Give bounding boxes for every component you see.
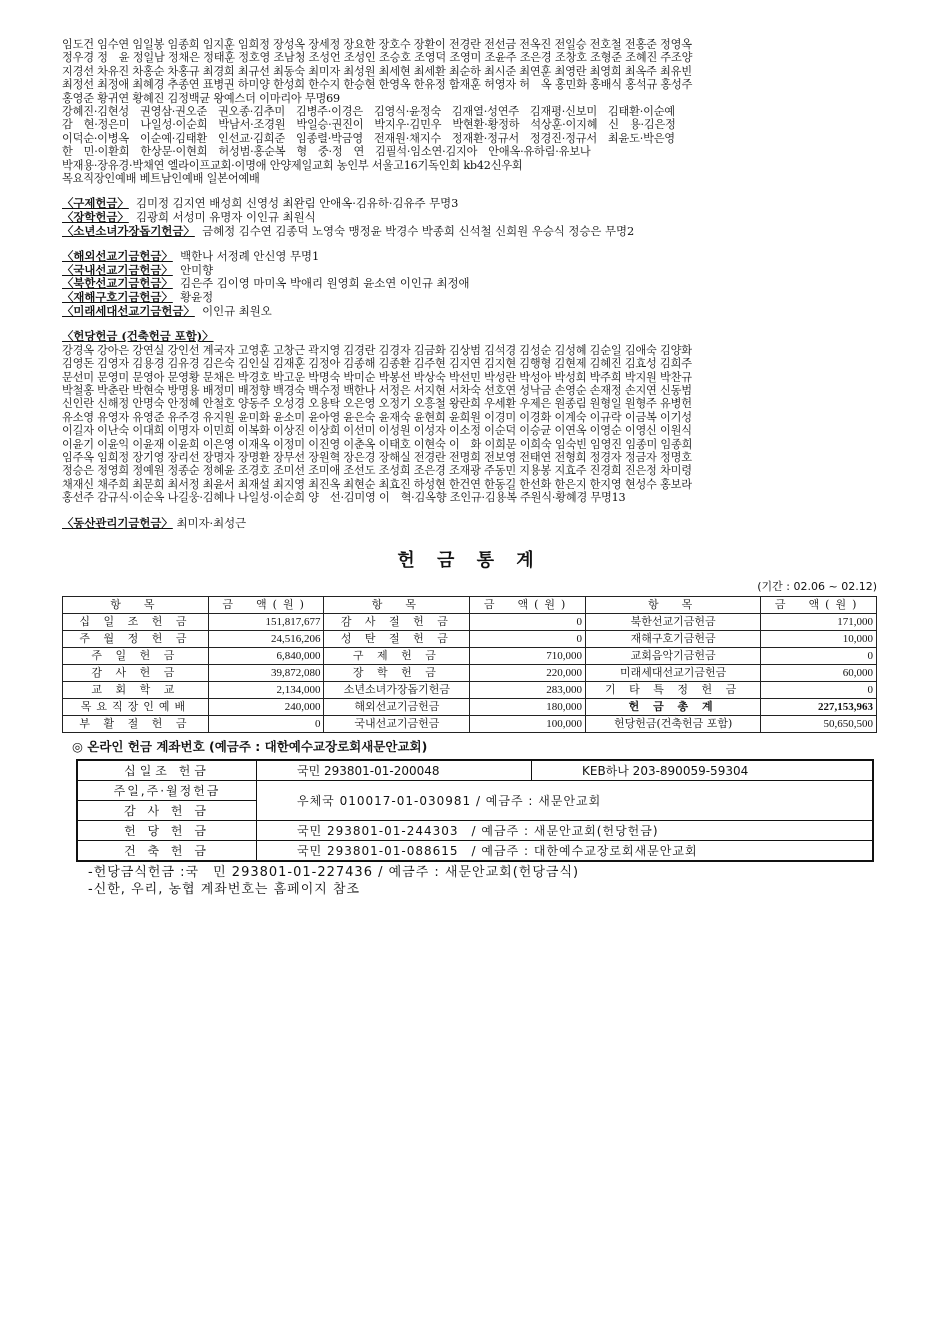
building-names-line: 이길자 이난숙 이대희 이명자 이민희 이복화 이상진 이상희 이선미 이성원 이성자 이소정 이순덕 이승균 이연옥 이영순 이영신 이원식 bbox=[62, 424, 692, 438]
stats-item-amount: 0 bbox=[208, 716, 324, 733]
stats-row bbox=[63, 631, 877, 648]
stats-item-amount: 100,000 bbox=[470, 716, 586, 733]
stats-row bbox=[63, 648, 877, 665]
online-account-title: ◎ 온라인 헌금 계좌번호 (예금주 : 대한예수교장로회새문안교회) bbox=[72, 739, 428, 755]
stats-item-label: 재해구호기금헌금 bbox=[585, 631, 760, 648]
offering-names: 금혜정 김수연 김종덕 노영숙 맹정윤 박경수 박종희 신석철 신희원 우승식 정승은 무명2 bbox=[202, 223, 635, 238]
stats-item-amount: 60,000 bbox=[761, 665, 877, 682]
stats-title: 헌 금 통 계 bbox=[397, 550, 542, 572]
offering-names: 황윤정 bbox=[180, 290, 214, 305]
stats-item-label: 헌당헌금(건축헌금 포함) bbox=[585, 716, 760, 733]
offering-title: 〈북한선교기금헌금〉 bbox=[62, 276, 173, 291]
account-number: 국민 293801-01-200048 bbox=[257, 760, 532, 781]
building-names bbox=[62, 344, 877, 505]
offering-title: 〈장학헌금〉 bbox=[62, 210, 129, 225]
note-line: -헌당금식헌금 :국 민 293801-01-227436 / 예금주 : 새문안교회(헌당금식) bbox=[88, 865, 580, 881]
stats-item-label: 헌 금 총 계 bbox=[585, 699, 760, 716]
account-label: 헌 당 헌 금 bbox=[77, 821, 257, 841]
stats-row bbox=[63, 699, 877, 716]
stats-item-amount: 0 bbox=[761, 648, 877, 665]
stats-item-amount: 2,134,000 bbox=[208, 682, 324, 699]
offering-title: 〈소년소녀가장돕기헌금〉 bbox=[62, 223, 195, 238]
building-names-line: 홍선주 감규식·이순옥 나길웅·김혜나 나일성·이순희 양 선·김미영 이 혁·김옥향 조인규·김용복 주원식·황혜경 무명13 bbox=[62, 491, 626, 505]
offering-line bbox=[62, 277, 877, 291]
stats-item-label: 교 회 학 교 bbox=[63, 682, 209, 699]
stats-item-label: 장 학 헌 금 bbox=[324, 665, 470, 682]
designated-offerings bbox=[62, 197, 877, 238]
stats-row bbox=[63, 682, 877, 699]
header-amount: 금 액(원) bbox=[761, 597, 877, 614]
offering-title: 〈미래세대선교기금헌금〉 bbox=[62, 303, 195, 318]
donor-names-line: 지경선 차유진 차홍순 차홍규 최경희 최규선 최동숙 최미자 최성원 최세현 최세환 최순하 최시준 최연훈 최영란 최영희 최옥주 최유빈 bbox=[62, 64, 692, 78]
offering-title: 〈국내선교기금헌금〉 bbox=[62, 262, 173, 277]
account-label: 건 축 헌 금 bbox=[77, 841, 257, 862]
stats-item-amount: 220,000 bbox=[470, 665, 586, 682]
account-row bbox=[77, 841, 873, 862]
stats-item-label: 감 사 절 헌 금 bbox=[324, 614, 470, 631]
account-label: 주일,주·월정헌금 bbox=[77, 781, 257, 801]
donor-names-line: 최정선 최정애 최혜경 추종연 표병권 하미양 한성희 한수지 한승현 한영옥 한유정 함재훈 허영자 허 옥 홍민화 홍배식 홍석규 홍성주 bbox=[62, 78, 693, 92]
stats-item-amount: 39,872,080 bbox=[208, 665, 324, 682]
building-names-line: 채재신 채주희 최문희 최서정 최윤서 최재설 최지영 최진옥 최현순 최효진 하성현 한건연 한동길 한선화 한은지 한지영 현성수 홍보라 bbox=[62, 477, 692, 491]
header-item: 항 목 bbox=[63, 597, 209, 614]
building-names-line: 임주옥 임희정 장기영 장리선 장명자 장명환 장무선 장원혁 장은경 장해실 전경란 전명희 전보영 전태연 전형희 정경자 정금자 정명호 bbox=[62, 451, 692, 465]
stats-item-label: 교회음악기금헌금 bbox=[585, 648, 760, 665]
building-names-line: 신인란 신해정 안명숙 안정혜 안철호 양동주 오성경 오용탁 오은영 오정기 오흥철 왕란희 우세환 우제은 원종림 원형일 원형주 유병헌 bbox=[62, 397, 692, 411]
stats-item-label: 목요직장인예배 bbox=[63, 699, 209, 716]
building-names-line: 유소영 유영자 유영준 유주경 유지원 윤미화 윤소미 윤아영 윤은숙 윤재숙 윤현희 윤희원 이경미 이경화 이계숙 이규락 이금복 이기성 bbox=[62, 410, 692, 424]
maintenance-title: 〈동산관리기금헌금〉 bbox=[62, 515, 173, 530]
offering-line bbox=[62, 225, 877, 239]
stats-item-label: 기 타 특 정 헌 금 bbox=[585, 682, 760, 699]
account-row bbox=[77, 760, 873, 781]
building-offering bbox=[62, 330, 877, 504]
stats-item-label: 주 월 정 헌 금 bbox=[63, 631, 209, 648]
maintenance-offering bbox=[62, 517, 877, 531]
building-names-line: 정승은 정영희 정예원 정종순 정혜윤 조경호 조미선 조미애 조선도 조성희 조은경 조재광 주동민 지용봉 지효주 진경희 진은정 차미령 bbox=[62, 464, 692, 478]
stats-item-label: 소년소녀가장돕기헌금 bbox=[324, 682, 470, 699]
stats-item-label: 해외선교기금헌금 bbox=[324, 699, 470, 716]
stats-period: (기간 : 02.06 ~ 02.12) bbox=[757, 580, 877, 594]
offering-names: 김미정 김지연 배성희 신영성 최완림 안애옥·김유하·김유주 무명3 bbox=[136, 196, 459, 211]
stats-row bbox=[63, 614, 877, 631]
donor-names-line: 홍영준 황귀연 황혜진 김정백균 왕예스더 이마리아 무명69 bbox=[62, 91, 340, 105]
header-item: 항 목 bbox=[585, 597, 760, 614]
header-amount: 금 액(원) bbox=[208, 597, 324, 614]
account-label: 십일조 헌금 bbox=[77, 760, 257, 781]
maintenance-names: 최미자·최성근 bbox=[176, 515, 247, 530]
donor-names-line: 정우경 정 윤 정일남 정채은 정태훈 정호영 조남청 조성언 조성인 조승호 조영덕 조영미 조윤주 조은경 조창호 조형준 조혜진 주조양 bbox=[62, 51, 693, 65]
offering-line bbox=[62, 197, 877, 211]
offering-line bbox=[62, 305, 877, 319]
account-label: 감 사 헌 금 bbox=[77, 801, 257, 821]
header-item: 항 목 bbox=[324, 597, 470, 614]
donor-names-line: 목요직장인예배 베트남인예배 일본어예배 bbox=[62, 172, 260, 186]
names-block bbox=[62, 38, 877, 185]
stats-item-amount: 171,000 bbox=[761, 614, 877, 631]
stats-item-amount: 151,817,677 bbox=[208, 614, 324, 631]
building-names-line: 문선미 문영미 문영아 문영황 문채은 박경호 박고운 박명숙 박미순 박봉선 박상숙 박선민 박성란 박성아 박성희 박주희 박지원 박찬규 bbox=[62, 370, 692, 384]
bulletin-page bbox=[62, 38, 877, 898]
account-notes bbox=[88, 864, 877, 898]
stats-item-amount: 10,000 bbox=[761, 631, 877, 648]
header-amount: 금 액(원) bbox=[470, 597, 586, 614]
stats-item-amount: 0 bbox=[761, 682, 877, 699]
offering-line bbox=[62, 211, 877, 225]
account-number: 우체국 010017-01-030981 / 예금주 : 새문안교회 bbox=[257, 781, 874, 821]
stats-item-label: 국내선교기금헌금 bbox=[324, 716, 470, 733]
offering-names: 이인규 최원오 bbox=[202, 303, 272, 318]
account-table bbox=[76, 759, 874, 862]
stats-item-amount: 283,000 bbox=[470, 682, 586, 699]
account-number: 국민 293801-01-088615 / 예금주 : 대한예수교장로회새문안교회 bbox=[257, 841, 874, 862]
stats-item-label: 감 사 헌 금 bbox=[63, 665, 209, 682]
offering-line bbox=[62, 291, 877, 305]
offering-names: 김은주 김이영 마미옥 박애리 원영희 윤소연 이인규 최정애 bbox=[180, 276, 470, 291]
donor-names-line: 임도건 임수연 임일봉 임종희 임지훈 임희정 장성옥 장세정 장요한 장호수 장환이 전경란 전선금 전옥진 전일승 전호철 전홍준 정영옥 bbox=[62, 38, 692, 51]
stats-item-amount: 50,650,500 bbox=[761, 716, 877, 733]
stats-row bbox=[63, 665, 877, 682]
donor-names-line: 박재용·장유경·박채연 엘라이프교회·이명애 안양제일교회 농인부 서울고16기독인회 kb42신우회 bbox=[62, 158, 523, 172]
stats-item-amount: 227,153,963 bbox=[761, 699, 877, 716]
building-names-line: 김영돈 김영자 김용경 김유경 김은숙 김인실 김재훈 김정아 김종해 김종환 김주현 김지연 김지현 김행형 김현제 김혜진 김효성 김희주 bbox=[62, 357, 692, 371]
offering-stats-table bbox=[62, 596, 877, 733]
account-number: KEB하나 203-890059-59304 bbox=[532, 760, 874, 781]
offering-names: 백한나 서정례 안신영 무명1 bbox=[180, 249, 320, 264]
stats-header-row bbox=[63, 597, 877, 614]
account-row bbox=[77, 821, 873, 841]
stats-item-label: 북한선교기금헌금 bbox=[585, 614, 760, 631]
offering-title: 〈해외선교기금헌금〉 bbox=[62, 249, 173, 264]
stats-item-amount: 6,840,000 bbox=[208, 648, 324, 665]
stats-row bbox=[63, 716, 877, 733]
offering-title: 〈재해구호기금헌금〉 bbox=[62, 290, 173, 305]
donor-names-line: 감 현·정은미 나일성·이순희 박남서·조경원 박일승·권진이 박지우·김민우 박현환·황정하 석상훈·이지혜 신 용·김은정 bbox=[62, 118, 676, 132]
stats-item-label: 부 활 절 헌 금 bbox=[63, 716, 209, 733]
stats-item-label: 성 탄 절 헌 금 bbox=[324, 631, 470, 648]
account-row bbox=[77, 781, 873, 801]
stats-item-amount: 180,000 bbox=[470, 699, 586, 716]
stats-item-amount: 24,516,206 bbox=[208, 631, 324, 648]
offering-line bbox=[62, 250, 877, 264]
building-title: 〈헌당헌금 (건축헌금 포함)〉 bbox=[62, 329, 214, 344]
offering-title: 〈구제헌금〉 bbox=[62, 196, 129, 211]
stats-item-amount: 0 bbox=[470, 614, 586, 631]
building-names-line: 박철홍 박춘란 박현숙 방명용 배정미 배정향 백경숙 백수정 백한나 서정은 서지현 서차숙 선호연 성낙금 손영순 손재정 손지연 신동범 bbox=[62, 384, 692, 398]
note-line: -신한, 우리, 농협 계좌번호는 홈페이지 참조 bbox=[88, 882, 361, 898]
offering-line bbox=[62, 264, 877, 278]
mission-offerings bbox=[62, 250, 877, 318]
offering-names: 안미향 bbox=[180, 262, 214, 277]
stats-item-amount: 240,000 bbox=[208, 699, 324, 716]
stats-item-label: 십 일 조 헌 금 bbox=[63, 614, 209, 631]
donor-names-line: 강혜진·김현성 권영삼·권오준 권오종·김추미 김병주·이경은 김영식·윤정숙 김재열·성연주 김재평·신보미 김태환·이순예 bbox=[62, 105, 675, 119]
stats-item-label: 구 제 헌 금 bbox=[324, 648, 470, 665]
stats-item-label: 주 일 헌 금 bbox=[63, 648, 209, 665]
account-number: 국민 293801-01-244303 / 예금주 : 새문안교회(헌당헌금) bbox=[257, 821, 874, 841]
building-names-line: 이윤기 이윤익 이윤재 이윤희 이은영 이재옥 이정미 이진영 이춘옥 이태호 이현숙 이 화 이희문 이희숙 임숙빈 임영진 임종미 임종희 bbox=[62, 437, 693, 451]
stats-item-amount: 710,000 bbox=[470, 648, 586, 665]
stats-item-label: 미래세대선교기금헌금 bbox=[585, 665, 760, 682]
stats-item-amount: 0 bbox=[470, 631, 586, 648]
building-names-line: 강경옥 강아은 강연실 강인선 계국자 고영훈 고창근 곽지영 김경란 김경자 김금화 김상범 김석경 김성순 김성혜 김순일 김애숙 김양화 bbox=[62, 343, 692, 357]
offering-names: 김광희 서성미 유명자 이인규 최원식 bbox=[136, 210, 316, 225]
donor-names-line: 한 민·이환희 한상문·이현희 허성범·홍순복 형 중·정 연 김필석·임소연·김지아 안애옥·유하림·유보나 bbox=[62, 145, 591, 159]
donor-names-line: 이덕순·이병옥 이순예·김태환 인선교·김희준 임종렬·박금영 전재원·채지수 정재환·정규서 정경진·정규서 최윤도·박은영 bbox=[62, 131, 675, 145]
